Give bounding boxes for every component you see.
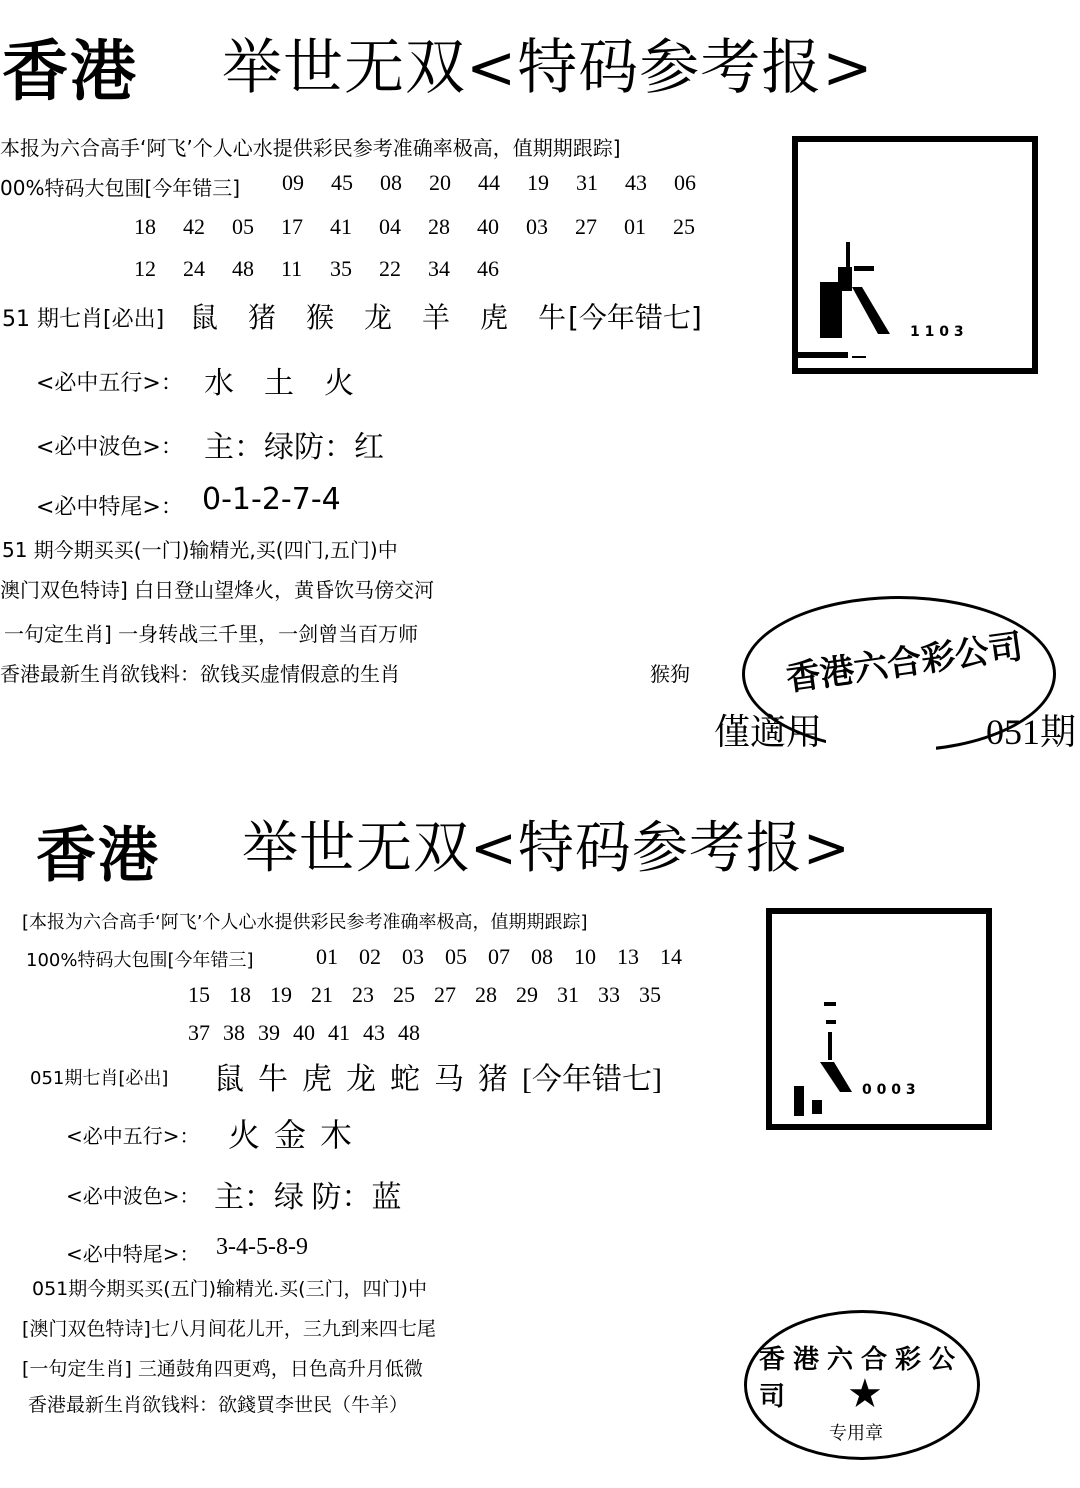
special-number: 19 — [270, 982, 292, 1007]
special-number: 35 — [330, 256, 352, 281]
special-number: 01 — [624, 214, 646, 239]
stamp-text: 香港六合彩公司 — [783, 626, 1026, 700]
special-number: 42 — [183, 214, 205, 239]
wave-value: 主：绿防：红 — [204, 430, 384, 465]
special-number: 06 — [674, 170, 696, 195]
zodiac-item: 猪 — [248, 301, 277, 334]
special-number: 01 — [316, 944, 338, 969]
special-number: 11 — [281, 256, 303, 281]
special-code-label: 100%特码大包围[今年错三] — [26, 950, 254, 971]
special-number: 13 — [617, 944, 639, 969]
special-number: 40 — [477, 214, 499, 239]
special-number: 08 — [531, 944, 553, 969]
zodiac-tail: [今年错七] — [568, 301, 702, 334]
wuxing-label: <必中五行>： — [66, 1124, 200, 1148]
special-number: 31 — [576, 170, 598, 195]
wave-label: <必中波色>： — [36, 435, 183, 460]
special-number: 40 — [293, 1020, 315, 1045]
wuxing-value: 火 金 木 — [228, 1117, 353, 1153]
zodiac-item: 马 — [434, 1063, 464, 1096]
zodiac-item: 羊 — [422, 301, 451, 334]
special-code-row-3 — [134, 256, 526, 282]
special-number: 35 — [639, 982, 661, 1007]
stamp-text: 香港六合彩公司 — [759, 1345, 964, 1412]
tail-value: 3-4-5-8-9 — [216, 1234, 308, 1260]
photo-caption: 1 1 0 3 — [910, 324, 964, 340]
special-number: 22 — [379, 256, 401, 281]
latest-answer: 猴狗 — [650, 662, 690, 686]
wave-value: 主：绿 防：蓝 — [214, 1181, 402, 1214]
special-code-label: 00%特码大包围[今年错三] — [0, 176, 241, 200]
wave-label: <必中波色>： — [66, 1184, 200, 1208]
zodiac-list — [190, 296, 702, 336]
special-number: 24 — [183, 256, 205, 281]
zodiac-list — [214, 1054, 662, 1098]
special-number: 34 — [428, 256, 450, 281]
photo-frame — [766, 908, 992, 1130]
special-number: 48 — [398, 1020, 420, 1045]
one-line-text: [一句定生肖] 三通鼓角四更鸡，日色高升月低微 — [22, 1358, 423, 1380]
validity-label: 僅適用 — [714, 712, 823, 752]
special-code-row-1 — [316, 944, 703, 970]
door-text: 51 期今期买买(一门)输精光,买(四门,五门)中 — [2, 538, 398, 562]
special-number: 29 — [516, 982, 538, 1007]
redaction — [826, 706, 936, 752]
special-number: 09 — [282, 170, 304, 195]
special-number: 43 — [625, 170, 647, 195]
wuxing-value: 水 土 火 — [204, 366, 354, 401]
poem-text: [澳门双色特诗]七八月间花儿开，三九到来四七尾 — [22, 1318, 436, 1340]
zodiac-item: 牛 — [538, 301, 567, 334]
zodiac-item: 猴 — [306, 301, 335, 334]
latest-text: 香港最新生肖欲钱料：欲钱买虚情假意的生肖 — [0, 662, 400, 686]
special-code-row-2 — [188, 982, 680, 1008]
special-number: 17 — [281, 214, 303, 239]
special-number: 08 — [380, 170, 402, 195]
special-number: 25 — [673, 214, 695, 239]
special-number: 12 — [134, 256, 156, 281]
special-number: 46 — [477, 256, 499, 281]
special-number: 05 — [445, 944, 467, 969]
special-number: 25 — [393, 982, 415, 1007]
special-number: 03 — [526, 214, 548, 239]
special-number: 33 — [598, 982, 620, 1007]
special-code-row-2 — [134, 214, 722, 240]
tail-value: 0-1-2-7-4 — [202, 482, 341, 517]
brand-title: 香港 — [2, 33, 138, 110]
zodiac-item: 鼠 — [214, 1063, 244, 1096]
special-number: 43 — [363, 1020, 385, 1045]
special-number: 19 — [527, 170, 549, 195]
poem-text: 澳门双色特诗] 白日登山望烽火，黄昏饮马傍交河 — [0, 578, 435, 602]
zodiac-item: 龙 — [346, 1063, 376, 1096]
special-number: 27 — [434, 982, 456, 1007]
special-number: 21 — [311, 982, 333, 1007]
special-number: 28 — [428, 214, 450, 239]
star-icon: ★ — [847, 1371, 883, 1417]
brand-title: 香港 — [36, 821, 160, 891]
zodiac-tail: [今年错七] — [522, 1063, 662, 1096]
zodiac-label: 051期七肖[必出] — [30, 1068, 169, 1089]
zodiac-item: 蛇 — [390, 1063, 420, 1096]
special-number: 41 — [328, 1020, 350, 1045]
photo-caption: 0 0 0 3 — [862, 1082, 916, 1098]
headline: 举世无双<特码参考报> — [222, 33, 874, 103]
zodiac-item: 虎 — [480, 301, 509, 334]
special-number: 37 — [188, 1020, 210, 1045]
special-number: 02 — [359, 944, 381, 969]
latest-text: 香港最新生肖欲钱料：欲錢買李世民（牛羊） — [28, 1394, 409, 1416]
special-code-row-1 — [282, 170, 723, 196]
special-number: 28 — [475, 982, 497, 1007]
zodiac-item: 龙 — [364, 301, 393, 334]
stamp-subtitle: 专用章 — [829, 1423, 883, 1444]
issue-label: 051期 — [986, 712, 1077, 752]
special-number: 05 — [232, 214, 254, 239]
headline: 举世无双<特码参考报> — [242, 816, 851, 881]
tail-label: <必中特尾>： — [36, 495, 183, 520]
special-number: 45 — [331, 170, 353, 195]
zodiac-item: 猪 — [478, 1063, 508, 1096]
special-number: 18 — [134, 214, 156, 239]
special-code-row-3 — [188, 1020, 433, 1046]
door-text: 051期今期买买(五门)输精光.买(三门，四门)中 — [32, 1278, 427, 1300]
special-number: 23 — [352, 982, 374, 1007]
company-stamp — [744, 1310, 980, 1460]
tail-label: <必中特尾>： — [66, 1242, 200, 1266]
special-number: 15 — [188, 982, 210, 1007]
zodiac-item: 牛 — [258, 1063, 288, 1096]
special-number: 07 — [488, 944, 510, 969]
wuxing-label: <必中五行>： — [36, 371, 183, 396]
special-number: 27 — [575, 214, 597, 239]
intro-text: [本报为六合高手‘阿飞’个人心水提供彩民参考准确率极高，值期期跟踪] — [22, 912, 588, 933]
special-number: 10 — [574, 944, 596, 969]
photo-frame — [792, 136, 1038, 374]
special-number: 20 — [429, 170, 451, 195]
special-number: 39 — [258, 1020, 280, 1045]
special-number: 44 — [478, 170, 500, 195]
special-number: 03 — [402, 944, 424, 969]
special-number: 18 — [229, 982, 251, 1007]
special-number: 14 — [660, 944, 682, 969]
special-number: 38 — [223, 1020, 245, 1045]
special-number: 48 — [232, 256, 254, 281]
one-line-text: 一句定生肖] 一身转战三千里，一剑曾当百万师 — [4, 622, 419, 646]
special-number: 41 — [330, 214, 352, 239]
zodiac-item: 鼠 — [190, 301, 219, 334]
intro-text: 本报为六合高手‘阿飞’个人心水提供彩民参考准确率极高，值期期跟踪] — [0, 136, 621, 160]
zodiac-label: 51 期七肖[必出] — [2, 307, 165, 332]
zodiac-item: 虎 — [302, 1063, 332, 1096]
special-number: 04 — [379, 214, 401, 239]
special-number: 31 — [557, 982, 579, 1007]
